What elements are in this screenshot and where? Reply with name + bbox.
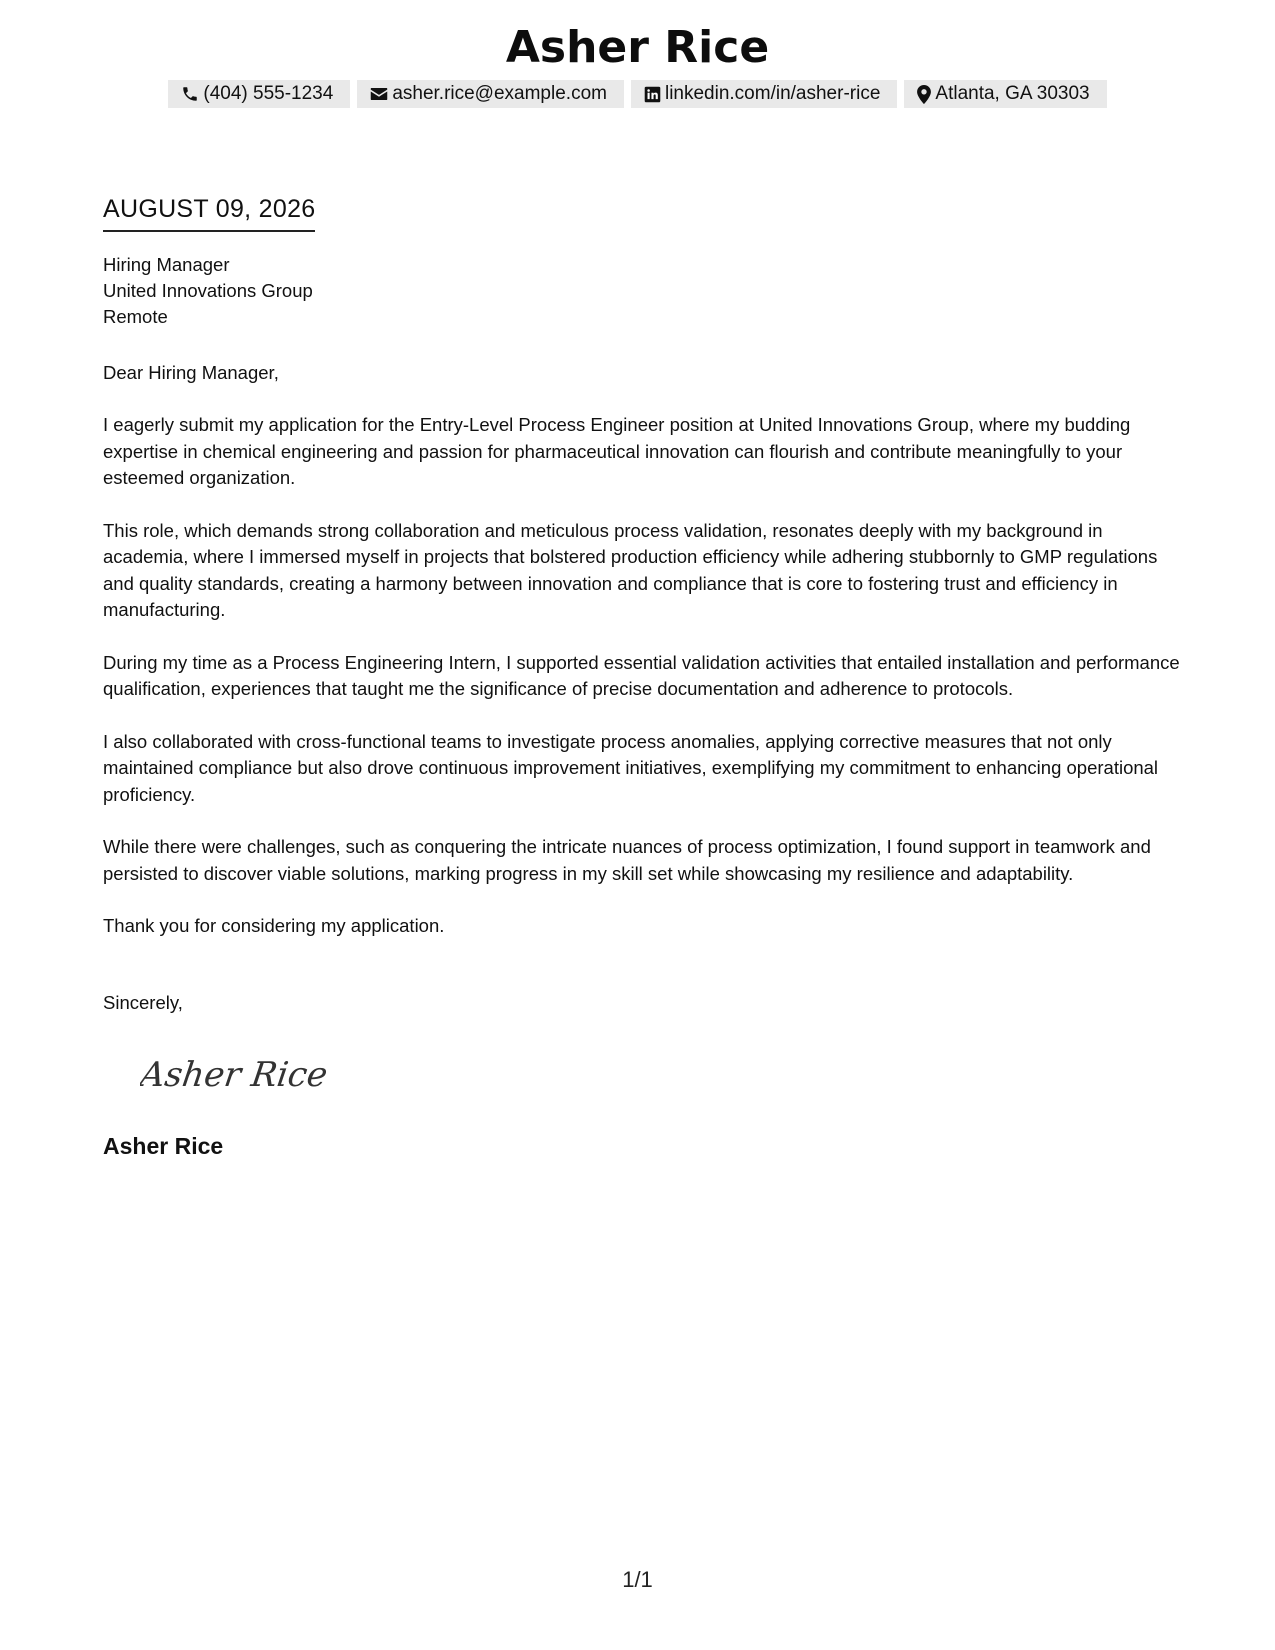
body-paragraph: I also collaborated with cross-functional teams to investigate process anomalies, applying corrective measures that not only maintained compliance but also drove continuous improvement initiatives, exemplifying my commitment to enhancing operational proficiency. bbox=[103, 730, 1159, 805]
applicant-name-heading: Asher Rice bbox=[505, 22, 770, 73]
salutation: Dear Hiring Manager, bbox=[103, 362, 279, 383]
map-pin-icon bbox=[917, 85, 931, 104]
linkedin-icon bbox=[644, 86, 661, 103]
recipient-location: Remote bbox=[103, 306, 168, 327]
contact-email bbox=[357, 80, 624, 108]
contact-phone bbox=[168, 80, 350, 108]
contact-bar bbox=[0, 80, 1275, 108]
body-paragraph: I eagerly submit my application for the Entry-Level Process Engineer position at United Innovations Group, where my budding expertise in chemical engineering and passion for pharmaceutical innovation can flourish and contribute meaningfully to your esteemed organization. bbox=[103, 414, 1131, 488]
letter-date: AUGUST 09, 2026 bbox=[103, 193, 315, 232]
signer-name: Asher Rice bbox=[103, 1133, 224, 1159]
location-text: Atlanta, GA 30303 bbox=[935, 83, 1090, 104]
signature-text: Asher Rice bbox=[140, 1055, 330, 1095]
recipient-title: Hiring Manager bbox=[103, 254, 230, 275]
phone-icon bbox=[181, 85, 199, 103]
handwritten-signature bbox=[140, 1050, 340, 1100]
recipient-company: United Innovations Group bbox=[103, 280, 313, 301]
body-paragraph: Thank you for considering my application. bbox=[103, 915, 445, 936]
body-paragraph: This role, which demands strong collaboration and meticulous process validation, resonates deeply with my background in academia, where I immersed myself in projects that bolstered production efficiency while adhering stubbornly to GMP regulations and quality standards, creating a harmony between innovation and compliance that is core to fostering trust and efficiency in manufacturing. bbox=[103, 519, 1158, 620]
letter-body bbox=[103, 412, 1183, 966]
contact-location bbox=[904, 80, 1106, 108]
linkedin-url: linkedin.com/in/asher-rice bbox=[664, 83, 881, 104]
email-address: asher.rice@example.com bbox=[392, 83, 607, 104]
body-paragraph: While there were challenges, such as conquering the intricate nuances of process optimization, I found support in teamwork and persisted to discover viable solutions, marking progress in my skill set while showcasing my resilience and adaptability. bbox=[103, 836, 1151, 884]
envelope-icon bbox=[370, 86, 388, 102]
phone-number: (404) 555-1234 bbox=[203, 83, 334, 104]
body-paragraph: During my time as a Process Engineering Intern, I supported essential validation activities that entailed installation and performance qualification, experiences that taught me the significance of precise documentation and adherence to protocols. bbox=[103, 651, 1180, 699]
closing: Sincerely, bbox=[103, 992, 183, 1013]
contact-linkedin bbox=[631, 80, 897, 108]
recipient-block bbox=[103, 252, 1183, 330]
page-number: 1/1 bbox=[622, 1567, 653, 1592]
